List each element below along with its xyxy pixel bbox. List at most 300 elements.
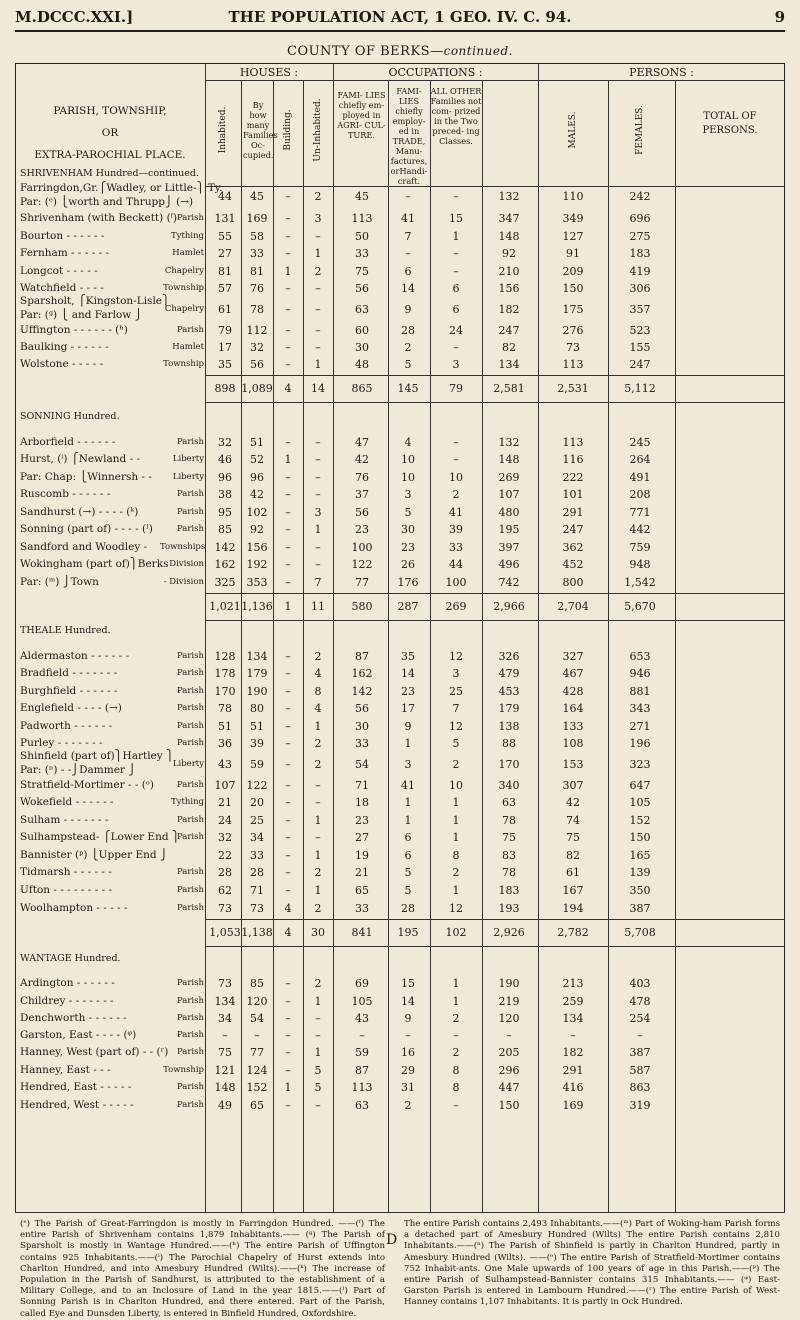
section-total-cell: 2,581 — [493, 382, 525, 395]
row-place-name: Sparsholt, ⎧Kingston-Lisle⎫ — [20, 295, 170, 307]
section-total-cell: 1 — [284, 600, 292, 613]
row-cell: – — [285, 650, 291, 663]
row-place-type: Township — [163, 1065, 204, 1075]
row-cell: 105 — [351, 995, 373, 1008]
row-cell: 34 — [250, 831, 264, 844]
row-cell: 45 — [250, 190, 264, 203]
row-place-name: Denchworth - - - - - - — [20, 1012, 127, 1024]
row-cell: 8 — [452, 849, 460, 862]
row-cell: – — [285, 1012, 291, 1025]
row-cell: – — [405, 247, 411, 260]
page-number: 9 — [774, 8, 785, 26]
row-cell: – — [405, 1029, 411, 1042]
row-cell: 108 — [562, 737, 584, 750]
section-title: SHRIVENHAM Hundred—continued. — [20, 168, 200, 179]
row-cell: 134 — [246, 650, 268, 663]
row-cell: – — [315, 558, 321, 571]
row-cell: 587 — [629, 1064, 651, 1077]
row-cell: – — [453, 265, 459, 278]
row-cell: 442 — [629, 523, 651, 536]
section-title: THEALE Hundred. — [20, 625, 111, 636]
row-cell: 23 — [355, 523, 369, 536]
row-cell: 76 — [250, 282, 264, 295]
row-cell: 323 — [629, 758, 651, 771]
row-cell: 196 — [629, 737, 651, 750]
row-cell: 26 — [401, 558, 415, 571]
row-cell: 155 — [629, 341, 651, 354]
row-cell: 1 — [314, 849, 322, 862]
row-cell: 164 — [562, 702, 584, 715]
place-header-line: OR — [101, 127, 119, 139]
row-place-type: Parish — [176, 721, 204, 731]
row-cell: – — [315, 436, 321, 449]
row-cell: 193 — [498, 902, 520, 915]
row-cell: 15 — [449, 212, 463, 225]
row-place-type: Parish — [176, 1082, 204, 1092]
row-cell: 47 — [355, 436, 369, 449]
row-cell: 30 — [355, 341, 369, 354]
row-place-type: Parish — [176, 1100, 204, 1110]
row-cell: – — [453, 190, 459, 203]
row-cell: 34 — [218, 1012, 232, 1025]
row-place-type: Parish — [176, 213, 204, 223]
section-total-cell: 287 — [397, 600, 419, 613]
row-cell: 2 — [314, 650, 322, 663]
section-total-cell: 11 — [311, 600, 325, 613]
row-cell: 56 — [250, 358, 264, 371]
row-cell: 14 — [401, 667, 415, 680]
row-cell: 95 — [218, 506, 232, 519]
row-cell: 148 — [498, 453, 520, 466]
row-cell: – — [315, 541, 321, 554]
row-cell: 48 — [355, 358, 369, 371]
row-cell: 120 — [246, 995, 268, 1008]
row-place-name: Baulking - - - - - - — [20, 341, 109, 353]
row-cell: – — [285, 558, 291, 571]
row-cell: 142 — [351, 685, 373, 698]
row-cell: 54 — [355, 758, 369, 771]
row-place-name-line2: Par: (ᵉ) ⎩worth and Thrupp⎭ (→) — [20, 196, 194, 208]
row-cell: 9 — [404, 303, 412, 316]
row-cell: 120 — [498, 1012, 520, 1025]
col-header-inhabited: Inhabited. — [218, 106, 228, 154]
row-cell: 71 — [355, 779, 369, 792]
row-place-name: Aldermaston - - - - - - — [20, 650, 130, 662]
row-cell: 7 — [314, 576, 322, 589]
row-cell: 2 — [314, 866, 322, 879]
row-place-name: Sulham - - - - - - - — [20, 814, 109, 826]
row-cell: 5 — [404, 506, 412, 519]
section-total-cell: 5,112 — [624, 382, 656, 395]
row-cell: – — [285, 541, 291, 554]
row-cell: – — [315, 1012, 321, 1025]
col-header-uninhabited: Un-Inhabited. — [313, 98, 323, 162]
table-column-rule — [538, 63, 539, 1212]
row-cell: 5 — [404, 358, 412, 371]
row-cell: 162 — [214, 558, 236, 571]
row-cell: 210 — [498, 265, 520, 278]
row-cell: 242 — [629, 190, 651, 203]
row-place-name: Bourton - - - - - - — [20, 230, 105, 242]
row-cell: 41 — [449, 506, 463, 519]
row-cell: – — [453, 1029, 459, 1042]
row-cell: 69 — [355, 977, 369, 990]
row-place-name: Hurst, (ⁱ) ⎧Newland - - — [20, 453, 141, 465]
row-cell: – — [315, 282, 321, 295]
row-cell: 2 — [314, 758, 322, 771]
section-total-cell: 102 — [445, 926, 467, 939]
row-place-type: Parish — [176, 832, 204, 842]
section-total-rule-bottom — [205, 946, 785, 947]
row-cell: – — [285, 737, 291, 750]
row-place-type: - Division — [163, 577, 204, 587]
row-cell: 20 — [250, 796, 264, 809]
row-cell: 291 — [562, 1064, 584, 1077]
row-cell: 54 — [250, 1012, 264, 1025]
section-total-cell: 1,089 — [241, 382, 273, 395]
row-cell: 134 — [498, 358, 520, 371]
row-cell: 182 — [498, 303, 520, 316]
section-total-cell: 5,670 — [624, 600, 656, 613]
row-cell: 1 — [284, 453, 292, 466]
row-place-name: Tidmarsh - - - - - - — [20, 866, 112, 878]
section-total-cell: 2,926 — [493, 926, 525, 939]
row-cell: – — [315, 1029, 321, 1042]
col-header-total: TOTAL OF PERSONS. — [702, 111, 758, 136]
row-cell: 2 — [452, 866, 460, 879]
row-place-name: Bradfield - - - - - - - — [20, 667, 118, 679]
row-cell: 2 — [452, 758, 460, 771]
row-cell: 353 — [246, 576, 268, 589]
row-cell: 319 — [629, 1099, 651, 1112]
row-cell: 134 — [214, 995, 236, 1008]
row-cell: 134 — [562, 1012, 584, 1025]
row-cell: – — [285, 1064, 291, 1077]
row-cell: 27 — [218, 247, 232, 260]
row-cell: 85 — [218, 523, 232, 536]
row-cell: 101 — [562, 488, 584, 501]
row-cell: – — [285, 230, 291, 243]
row-cell: 38 — [218, 488, 232, 501]
group-occupations: OCCUPATIONS : — [388, 66, 483, 79]
row-cell: – — [254, 1029, 260, 1042]
row-cell: 107 — [498, 488, 520, 501]
row-cell: 46 — [218, 453, 232, 466]
row-cell: 61 — [566, 866, 580, 879]
row-cell: 142 — [214, 541, 236, 554]
row-cell: 176 — [397, 576, 419, 589]
row-cell: 107 — [214, 779, 236, 792]
row-cell: 19 — [355, 849, 369, 862]
section-total-rule — [205, 919, 785, 920]
row-cell: 3 — [314, 212, 322, 225]
row-cell: 946 — [629, 667, 651, 680]
row-cell: 247 — [562, 523, 584, 536]
row-cell: 96 — [250, 471, 264, 484]
row-cell: 496 — [498, 558, 520, 571]
row-cell: 78 — [250, 303, 264, 316]
row-cell: 183 — [498, 884, 520, 897]
county-title-main: COUNTY OF BERKS— — [287, 44, 444, 59]
row-cell: 102 — [246, 506, 268, 519]
row-cell: 8 — [452, 1081, 460, 1094]
row-place-name-line2: Par: (ᵍ) ⎩ and Farlow ⎭ — [20, 309, 143, 321]
row-cell: – — [285, 576, 291, 589]
row-place-type: Parish — [176, 738, 204, 748]
row-cell: 182 — [562, 1046, 584, 1059]
row-place-name: Padworth - - - - - - — [20, 720, 113, 732]
row-cell: 2 — [452, 488, 460, 501]
section-total-cell: 14 — [311, 382, 325, 395]
row-cell: 61 — [218, 303, 232, 316]
row-cell: 771 — [629, 506, 651, 519]
row-cell: 340 — [498, 779, 520, 792]
row-place-name: Shinfield (part of)⎫Hartley ⎫ — [20, 750, 174, 762]
row-cell: 881 — [629, 685, 651, 698]
row-cell: 60 — [355, 324, 369, 337]
row-cell: 452 — [562, 558, 584, 571]
row-cell: 56 — [355, 702, 369, 715]
table-column-rule — [482, 80, 483, 1212]
row-cell: – — [315, 230, 321, 243]
row-cell: 80 — [250, 702, 264, 715]
row-cell: 3 — [404, 758, 412, 771]
row-cell: – — [453, 247, 459, 260]
row-cell: 139 — [629, 866, 651, 879]
row-cell: 327 — [562, 650, 584, 663]
row-cell: – — [285, 471, 291, 484]
row-cell: 44 — [449, 558, 463, 571]
row-cell: 33 — [250, 849, 264, 862]
row-cell: 350 — [629, 884, 651, 897]
section-total-rule-bottom — [205, 402, 785, 403]
row-cell: 3 — [314, 506, 322, 519]
row-cell: 152 — [629, 814, 651, 827]
row-place-type: Parish — [176, 489, 204, 499]
row-cell: 30 — [401, 523, 415, 536]
row-cell: 165 — [629, 849, 651, 862]
row-place-type: Parish — [176, 651, 204, 661]
row-cell: – — [637, 1029, 643, 1042]
row-cell: 35 — [401, 650, 415, 663]
row-cell: 75 — [502, 831, 516, 844]
row-cell: 428 — [562, 685, 584, 698]
row-cell: 23 — [355, 814, 369, 827]
row-cell: 1 — [314, 358, 322, 371]
section-total-cell: 2,782 — [557, 926, 589, 939]
row-place-name: Sandford and Woodley - — [20, 541, 148, 553]
row-cell: 10 — [401, 453, 415, 466]
row-cell: 10 — [449, 471, 463, 484]
row-cell: 213 — [562, 977, 584, 990]
row-place-name: Woolhampton - - - - - — [20, 902, 128, 914]
row-place-name: Englefield - - - - (→) — [20, 702, 122, 714]
row-cell: 51 — [250, 720, 264, 733]
row-cell: – — [359, 1029, 365, 1042]
row-cell: 63 — [502, 796, 516, 809]
row-cell: 32 — [218, 831, 232, 844]
row-cell: 491 — [629, 471, 651, 484]
row-place-name: Farringdon,Gr.⎧Wadley, or Little-⎫ Ty. — [20, 182, 223, 194]
row-cell: 76 — [355, 471, 369, 484]
row-cell: 87 — [355, 1064, 369, 1077]
row-cell: 1 — [314, 995, 322, 1008]
row-cell: 2 — [404, 1099, 412, 1112]
row-cell: 167 — [562, 884, 584, 897]
row-cell: – — [453, 341, 459, 354]
row-cell: 5 — [404, 884, 412, 897]
row-cell: 7 — [404, 230, 412, 243]
row-cell: – — [315, 341, 321, 354]
row-cell: 4 — [284, 902, 292, 915]
row-place-type: Parish — [176, 668, 204, 678]
row-cell: 56 — [355, 506, 369, 519]
row-cell: – — [285, 282, 291, 295]
row-cell: 138 — [498, 720, 520, 733]
row-place-type: Liberty — [172, 759, 204, 769]
row-cell: – — [285, 212, 291, 225]
row-cell: 78 — [218, 702, 232, 715]
row-cell: – — [285, 1099, 291, 1112]
row-cell: 63 — [355, 303, 369, 316]
row-cell: 39 — [449, 523, 463, 536]
section-total-cell: 4 — [284, 926, 292, 939]
row-cell: 403 — [629, 977, 651, 990]
row-cell: 63 — [355, 1099, 369, 1112]
row-cell: 73 — [218, 977, 232, 990]
row-place-name: Shrivenham (with Beckett) (ᶠ) — [20, 212, 178, 224]
row-cell: 18 — [355, 796, 369, 809]
row-place-name: Sandhurst (→) - - - - (ᵏ) — [20, 506, 139, 518]
row-cell: 92 — [250, 523, 264, 536]
row-cell: 148 — [498, 230, 520, 243]
row-cell: 148 — [214, 1081, 236, 1094]
row-place-type: Parish — [176, 507, 204, 517]
row-cell: – — [315, 779, 321, 792]
row-cell: 347 — [498, 212, 520, 225]
row-cell: 39 — [250, 737, 264, 750]
row-place-type: Tything — [171, 231, 204, 241]
section-total-cell: 79 — [449, 382, 463, 395]
section-total-cell: 841 — [351, 926, 373, 939]
row-cell: 863 — [629, 1081, 651, 1094]
row-place-name: Stratfield-Mortimer - - (ᵒ) — [20, 779, 154, 791]
row-cell: 5 — [452, 737, 460, 750]
row-place-name: Uffington - - - - - - (ʰ) — [20, 324, 128, 336]
row-cell: 127 — [562, 230, 584, 243]
row-cell: 447 — [498, 1081, 520, 1094]
row-cell: 124 — [246, 1064, 268, 1077]
row-cell: 208 — [629, 488, 651, 501]
row-cell: 110 — [562, 190, 584, 203]
row-cell: 170 — [214, 685, 236, 698]
row-place-type: Parish — [176, 815, 204, 825]
row-cell: 190 — [246, 685, 268, 698]
row-cell: 150 — [629, 831, 651, 844]
row-cell: 71 — [250, 884, 264, 897]
col-header-by_how_many: By how many Families Oc- cupied. — [243, 100, 278, 160]
row-place-name: Sonning (part of) - - - - (ˡ) — [20, 523, 153, 535]
row-cell: 41 — [401, 212, 415, 225]
row-cell: 150 — [562, 282, 584, 295]
section-total-cell: 195 — [397, 926, 419, 939]
row-cell: 113 — [351, 212, 373, 225]
row-cell: – — [285, 758, 291, 771]
row-cell: 32 — [218, 436, 232, 449]
row-cell: 58 — [250, 230, 264, 243]
row-cell: 74 — [566, 814, 580, 827]
row-place-type: Parish — [176, 780, 204, 790]
row-cell: 387 — [629, 1046, 651, 1059]
row-cell: 2 — [314, 977, 322, 990]
row-place-type: Parish — [176, 437, 204, 447]
place-header-line: EXTRA-PAROCHIAL PLACE. — [34, 149, 186, 161]
row-cell: – — [285, 436, 291, 449]
row-place-type: Parish — [176, 703, 204, 713]
row-cell: 28 — [250, 866, 264, 879]
row-cell: – — [285, 190, 291, 203]
row-place-type: Chapelry — [164, 304, 204, 314]
footnote-rule — [15, 1212, 785, 1213]
row-cell: 453 — [498, 685, 520, 698]
row-cell: 479 — [498, 667, 520, 680]
row-cell: – — [285, 341, 291, 354]
row-cell: 1 — [314, 523, 322, 536]
row-cell: 96 — [218, 471, 232, 484]
section-total-cell: 1,053 — [209, 926, 241, 939]
row-cell: 1 — [314, 1046, 322, 1059]
row-place-type: Township — [163, 283, 204, 293]
row-cell: 51 — [250, 436, 264, 449]
row-cell: – — [453, 436, 459, 449]
row-cell: 33 — [355, 737, 369, 750]
row-cell: 81 — [218, 265, 232, 278]
row-place-name: Fernham - - - - - - — [20, 247, 109, 259]
row-cell: – — [285, 685, 291, 698]
row-cell: 4 — [314, 667, 322, 680]
row-cell: 82 — [566, 849, 580, 862]
row-cell: 275 — [629, 230, 651, 243]
row-cell: 113 — [351, 1081, 373, 1094]
row-cell: 179 — [498, 702, 520, 715]
row-cell: 23 — [401, 541, 415, 554]
section-total-rule-bottom — [205, 620, 785, 621]
row-cell: 43 — [218, 758, 232, 771]
row-place-type: Parish — [176, 978, 204, 988]
row-cell: – — [285, 506, 291, 519]
row-cell: 113 — [562, 358, 584, 371]
row-cell: 2 — [452, 1012, 460, 1025]
row-cell: 1 — [404, 737, 412, 750]
row-cell: 41 — [401, 779, 415, 792]
row-cell: 1 — [284, 1081, 292, 1094]
row-cell: 742 — [498, 576, 520, 589]
row-cell: – — [285, 849, 291, 862]
row-cell: 55 — [218, 230, 232, 243]
row-cell: 28 — [218, 866, 232, 879]
row-cell: 1 — [452, 230, 460, 243]
row-cell: 169 — [562, 1099, 584, 1112]
section-total-cell: 2,966 — [493, 600, 525, 613]
row-cell: – — [285, 884, 291, 897]
row-cell: 156 — [246, 541, 268, 554]
row-cell: – — [285, 995, 291, 1008]
row-cell: – — [315, 324, 321, 337]
row-place-type: Parish — [176, 1047, 204, 1057]
table-column-rule — [675, 80, 676, 1212]
row-place-type: Tything — [171, 797, 204, 807]
row-cell: 57 — [218, 282, 232, 295]
